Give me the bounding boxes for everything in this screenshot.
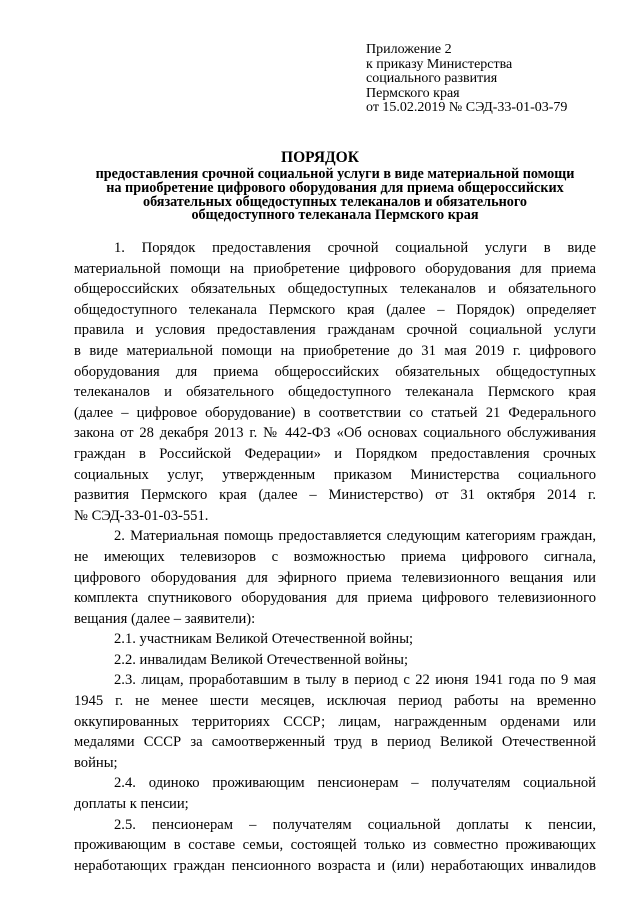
appendix-line: Приложение 2 bbox=[366, 42, 452, 57]
body-line: 2.5. пенсионерам – получателям социальной доплаты к пенсии, bbox=[114, 816, 596, 833]
body-line: правила и условия предоставления гражданам срочной социальной услуги bbox=[74, 322, 596, 339]
body-line: 2. Материальная помощь предоставляется следующим категориям граждан, bbox=[114, 528, 596, 545]
document-body bbox=[74, 238, 596, 876]
subtitle-line: предоставления срочной социальной услуги в виде материальной помощи bbox=[95, 166, 575, 182]
body-line: материальной помощи на приобретение цифрового оборудования для приема bbox=[74, 260, 596, 277]
body-line: доплаты к пенсии; bbox=[74, 796, 189, 813]
body-line: проживающим в составе семьи, состоящей только из совместно проживающих bbox=[74, 837, 596, 854]
body-line: 1945 г. не менее шести месяцев, исключая период работы на временно bbox=[74, 693, 596, 710]
document-subtitle bbox=[60, 168, 610, 223]
subtitle-line: обязательных общедоступных телеканалов и обязательного bbox=[142, 193, 528, 210]
body-line: неработающих граждан пенсионного возраста и (или) неработающих инвалидов bbox=[74, 857, 596, 874]
appendix-line: социального развития bbox=[366, 71, 498, 87]
body-line: оккупированных территориях СССР; лицам, награжденным орденами или bbox=[74, 713, 596, 730]
appendix-header bbox=[366, 43, 567, 116]
document-title: ПОРЯДОК bbox=[281, 149, 359, 166]
body-line: 2.2. инвалидам Великой Отечественной войны; bbox=[114, 651, 409, 668]
body-line: войны; bbox=[74, 754, 118, 771]
body-line: телеканалов и обязательного общедоступного телеканала Пермского края bbox=[74, 384, 596, 401]
body-line: закона от 28 декабря 2013 г. № 442-ФЗ «Об основах социального обслуживания bbox=[74, 425, 596, 442]
body-line: вещания (далее – заявители): bbox=[74, 610, 256, 627]
body-line: № СЭД-33-01-03-551. bbox=[74, 507, 209, 524]
subtitle-line: общедоступного телеканала Пермского края bbox=[191, 207, 479, 224]
body-line: 1. Порядок предоставления срочной социальной услуги в виде bbox=[114, 240, 596, 256]
body-line: 2.3. лицам, проработавшим в тылу в период с 22 июня 1941 года по 9 мая bbox=[114, 672, 596, 689]
body-line: цифрового оборудования для эфирного приема телевизионного вещания или bbox=[74, 569, 596, 586]
body-line: медалями СССР за самоотверженный труд в период Великой Отечественной bbox=[74, 734, 596, 751]
body-line: в виде материальной помощи на приобретение до 31 мая 2019 г. цифрового bbox=[74, 342, 596, 359]
body-line: (далее – цифровое оборудование) в соответствии со статьей 21 Федерального bbox=[74, 404, 596, 421]
body-line: оборудования для приема общероссийских обязательных общедоступных bbox=[74, 363, 596, 380]
body-line: не имеющих телевизоров с возможностью приема цифрового сигнала, bbox=[74, 548, 596, 565]
body-line: развития Пермского края (далее – Министерство) от 31 октября 2014 г. bbox=[74, 487, 596, 504]
body-line: 2.4. одиноко проживающим пенсионерам – получателям социальной bbox=[114, 775, 596, 792]
appendix-line: Пермского края bbox=[366, 85, 460, 101]
appendix-line: к приказу Министерства bbox=[366, 56, 513, 72]
appendix-line: от 15.02.2019 № СЭД-33-01-03-79 bbox=[366, 100, 568, 116]
subtitle-line: на приобретение цифрового оборудования для приема общероссийских bbox=[106, 179, 564, 196]
body-line: комплекта спутникового оборудования для приема цифрового телевизионного bbox=[74, 590, 596, 607]
body-line: общедоступного телеканала Пермского края (далее – Порядок) определяет bbox=[74, 301, 596, 318]
body-line: граждан в Российской Федерации» и Порядком предоставления срочных bbox=[74, 445, 596, 462]
body-line: общероссийских обязательных общедоступных телеканалов и обязательного bbox=[74, 281, 596, 298]
body-line: социальных услуг, утвержденным приказом Министерства социального bbox=[74, 466, 596, 483]
body-line: 2.1. участникам Великой Отечественной войны; bbox=[114, 631, 414, 648]
